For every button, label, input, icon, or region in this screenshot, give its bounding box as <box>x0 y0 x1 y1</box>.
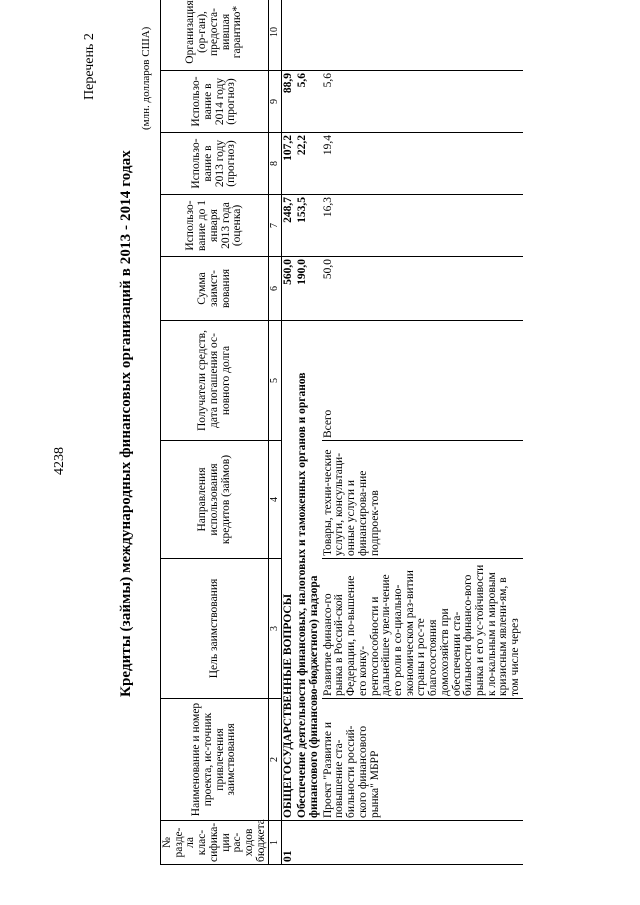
table-header-row <box>161 0 269 865</box>
section-used-before: 248,7 <box>282 195 296 257</box>
column-number: 1 <box>269 821 282 865</box>
section-code: 01 <box>282 821 296 865</box>
units-note: (млн. долларов США) <box>140 26 152 130</box>
section-name: ОБЩЕГОСУДАРСТВЕННЫЕ ВОПРОСЫ <box>282 321 296 821</box>
subsection-amount: 190,0 <box>296 257 321 321</box>
column-header: Наименование и номер проекта, ис-точник привлечения заимствования <box>161 699 269 821</box>
column-header: Использо-вание в 2013 году (прогноз) <box>161 133 269 195</box>
column-number: 4 <box>269 441 282 559</box>
section-used-2014: 88,9 <box>282 71 296 133</box>
subsection-name: Обеспечение деятельности финансовых, налоговых и таможенных органов и органов финансового (финансово-бюджетного) надзора <box>296 321 321 821</box>
section-row <box>282 0 296 865</box>
column-header: Получатели средств, дата погашения ос-новного долга <box>161 321 269 441</box>
page-number: 4238 <box>52 447 67 475</box>
project-name: Проект "Развитие и повышение ста-бильности россий-ского финансового рынка" МБРР <box>322 699 523 821</box>
project-row <box>322 0 523 865</box>
column-header: Сумма заимст-вования <box>161 257 269 321</box>
column-number: 3 <box>269 559 282 699</box>
column-header: Использо-вание до 1 января 2013 года (оценка) <box>161 195 269 257</box>
column-number: 5 <box>269 321 282 441</box>
list-label: Перечень 2 <box>82 33 97 100</box>
section-used-2013: 107,2 <box>282 133 296 195</box>
subsection-used-2014: 5,6 <box>296 71 321 133</box>
column-number: 7 <box>269 195 282 257</box>
credits-table <box>160 0 523 865</box>
column-number: 2 <box>269 699 282 821</box>
project-used-2014: 5,6 <box>322 71 523 133</box>
project-directions: Товары, техни-ческие услуги, консультаци-онные услуги и финансирова-ние подпроек-тов <box>322 441 523 559</box>
column-header: Направления использования кредитов (займов) <box>161 441 269 559</box>
project-recipient: Всего <box>322 321 523 441</box>
project-goal: Развитие финансо-го рынка в Россий-ской Федерации, по-вышение его конку-рентоспособности и дальнейшее увели-чение его роли в со-циально-экономическом раз-витии страны и рос-те благосостояния домохозяйств при обеспечении ста-бильности финансо-вого рынка и его ус-тойчивости к ло-кальным и мировым кризисным явлени-ям, в том числе через <box>322 559 523 699</box>
subsection-used-2013: 22,2 <box>296 133 321 195</box>
subsection-used-before: 153,5 <box>296 195 321 257</box>
column-number: 9 <box>269 71 282 133</box>
column-number: 8 <box>269 133 282 195</box>
column-header: № разде-ла клас-сифика-ции рас-ходов бюджета <box>161 821 269 865</box>
subsection-row <box>296 0 321 865</box>
column-number: 6 <box>269 257 282 321</box>
section-amount: 560,0 <box>282 257 296 321</box>
project-used-2013: 19,4 <box>322 133 523 195</box>
page-title: Кредиты (займы) международных финансовых организаций в 2013 - 2014 годах <box>118 150 134 697</box>
column-header: Цель заимствования <box>161 559 269 699</box>
column-number: 10 <box>269 0 282 71</box>
column-header: Использо-вание в 2014 году (прогноз) <box>161 71 269 133</box>
project-amount: 50,0 <box>322 257 523 321</box>
project-used-before: 16,3 <box>322 195 523 257</box>
column-number-row <box>269 0 282 865</box>
column-header: Организация (ор-ган), предоста-вившая гарантию* <box>161 0 269 71</box>
